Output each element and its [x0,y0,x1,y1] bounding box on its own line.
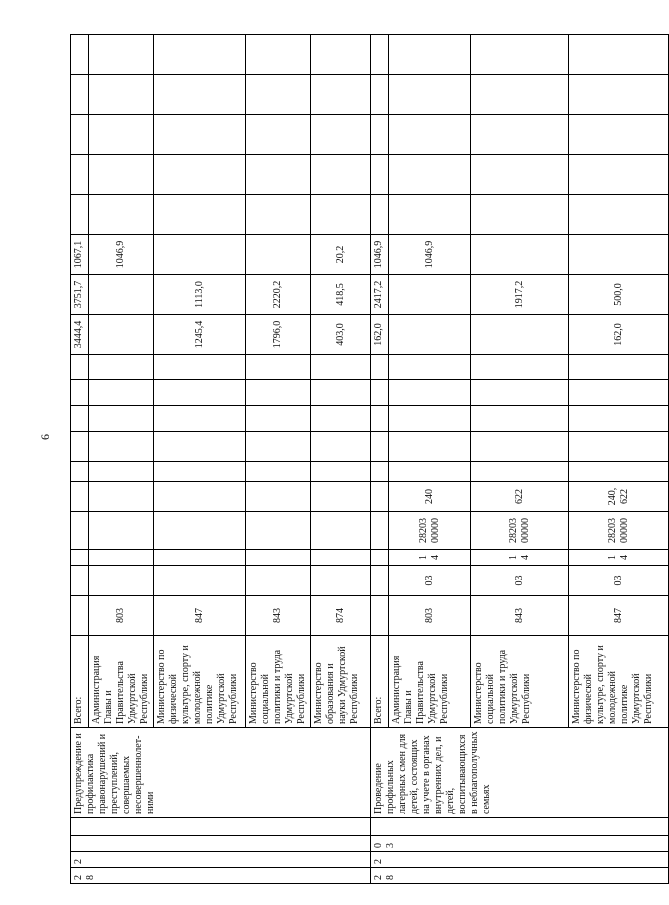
value-cell: 418,5 [311,275,371,315]
empty-cell [389,75,471,115]
csr-code [371,512,389,550]
empty-cell [311,406,371,432]
empty-cell [569,35,669,75]
executor: Министерство по физической культуре, спорту и молодежной политике Удмуртской Республики [154,636,246,728]
empty-cell [89,432,154,462]
empty-cell [71,115,89,155]
empty-cell [569,195,669,235]
grbs-code: 843 [246,596,311,636]
grbs-code: 843 [471,596,569,636]
grbs-code: 803 [89,596,154,636]
executor: Министерство по физической культуре, спорту и молодежной политике Удмуртской Республики [569,636,669,728]
rz-code [89,566,154,596]
csr-code [89,512,154,550]
vr-code [311,482,371,512]
empty-cell [389,195,471,235]
rz-code: 03 [389,566,471,596]
grbs-code: 847 [569,596,669,636]
value-cell: 1796,0 [246,315,311,355]
empty-cell [569,432,669,462]
empty-cell [569,406,669,432]
value-cell [154,235,246,275]
value-cell: 1113,0 [154,275,246,315]
budget-table [70,34,669,884]
subprogram-code: 2 [371,852,669,868]
program-code: 28 [71,868,371,884]
vr-code: 622 [471,482,569,512]
empty-cell [89,380,154,406]
empty-cell [154,432,246,462]
csr-code: 28203 00000 [389,512,471,550]
empty-cell [311,35,371,75]
empty-cell [154,462,246,482]
executor: Администрация Главы и Правительства Удмуртской Республики [389,636,471,728]
value-cell [389,315,471,355]
value-cell: 3751,7 [71,275,89,315]
vr-code: 240 [389,482,471,512]
empty-cell [389,155,471,195]
empty-cell [471,195,569,235]
pr-code: 14 [389,550,471,566]
empty-cell [71,380,89,406]
value-cell: 3444,4 [71,315,89,355]
vr-code: 240, 622 [569,482,669,512]
value-cell [89,315,154,355]
empty-cell [246,432,311,462]
pr-code [154,550,246,566]
empty-cell [154,115,246,155]
grbs-code: 874 [311,596,371,636]
value-cell [389,275,471,315]
empty-cell [311,380,371,406]
empty-cell [246,75,311,115]
empty-cell [89,355,154,380]
empty-cell [89,35,154,75]
empty-cell [89,406,154,432]
value-cell: 162,0 [569,315,669,355]
empty-cell [471,115,569,155]
rz-code: 03 [471,566,569,596]
empty-cell [371,35,389,75]
empty-cell [71,35,89,75]
empty-cell [311,115,371,155]
empty-cell [371,406,389,432]
empty-cell [71,406,89,432]
vr-code [371,482,389,512]
empty-cell [154,380,246,406]
rz-code [71,566,89,596]
csr-code: 28203 00000 [471,512,569,550]
value-cell [246,235,311,275]
empty-cell [311,355,371,380]
measure-code: 03 [371,836,669,852]
empty-cell [389,355,471,380]
empty-cell [371,380,389,406]
csr-code: 28203 00000 [569,512,669,550]
empty-cell [569,115,669,155]
empty-cell [311,462,371,482]
empty-cell [471,75,569,115]
empty-cell [371,355,389,380]
empty-cell [471,355,569,380]
empty-cell [154,406,246,432]
vr-code [246,482,311,512]
empty-cell [389,35,471,75]
empty-cell [471,35,569,75]
empty-cell [246,406,311,432]
empty-cell [311,432,371,462]
executor: Министерство социальной политики и труда Удмуртской Республики [246,636,311,728]
empty-cell [89,195,154,235]
measure-name: Предупреждение и профилактика правонарушений и преступлений, совершаемых несовершеннолет-ними [71,728,371,818]
pr-code [71,550,89,566]
vr-code [71,482,89,512]
value-cell [471,315,569,355]
empty-cell [71,195,89,235]
empty-cell [71,155,89,195]
empty-cell [246,355,311,380]
empty-cell [371,155,389,195]
value-cell: 1046,9 [89,235,154,275]
value-cell [569,235,669,275]
empty-cell [71,75,89,115]
pr-code [371,550,389,566]
empty-cell [471,380,569,406]
empty-cell [471,432,569,462]
pr-code [89,550,154,566]
value-cell: 1046,9 [389,235,471,275]
empty-cell [569,462,669,482]
empty-cell [154,195,246,235]
empty-cell [89,75,154,115]
empty-cell [246,155,311,195]
rz-code [154,566,246,596]
empty-cell [389,115,471,155]
executor: Всего: [71,636,89,728]
empty-cell [246,380,311,406]
empty-cell [389,406,471,432]
empty-cell [569,380,669,406]
grbs-code: 847 [154,596,246,636]
value-cell: 1046,9 [371,235,389,275]
empty-cell [389,432,471,462]
blank-cell [71,818,371,836]
page-number: 6 [38,434,52,440]
vr-code [154,482,246,512]
pr-code [246,550,311,566]
rz-code [311,566,371,596]
pr-code [311,550,371,566]
empty-cell [311,75,371,115]
value-cell: 500,0 [569,275,669,315]
value-cell: 162,0 [371,315,389,355]
empty-cell [89,155,154,195]
empty-cell [311,155,371,195]
empty-cell [471,406,569,432]
executor: Министерство образования и науки Удмуртской Республики [311,636,371,728]
measure-name: Проведение профильных лагерных смен для детей, состоящих на учете в органах внутренних дел, и детей, воспитывающихся в неблагополучных семьях [371,728,669,818]
value-cell [89,275,154,315]
empty-cell [371,462,389,482]
csr-code [154,512,246,550]
value-cell: 1917,2 [471,275,569,315]
csr-code [246,512,311,550]
empty-cell [154,155,246,195]
subprogram-code: 2 [71,852,371,868]
table-row [71,35,89,884]
rz-code [371,566,389,596]
grbs-code: 803 [389,596,471,636]
csr-code [311,512,371,550]
empty-cell [246,195,311,235]
grbs-code [371,596,389,636]
empty-cell [471,155,569,195]
empty-cell [471,462,569,482]
value-cell: 2417,2 [371,275,389,315]
empty-cell [569,155,669,195]
empty-cell [89,462,154,482]
pr-code: 14 [471,550,569,566]
rotated-page [70,34,654,884]
empty-cell [389,462,471,482]
rz-code [246,566,311,596]
grbs-code [71,596,89,636]
value-cell: 20,2 [311,235,371,275]
empty-cell [89,115,154,155]
pr-code: 14 [569,550,669,566]
empty-cell [71,355,89,380]
value-cell [471,235,569,275]
empty-cell [246,35,311,75]
empty-cell [371,115,389,155]
blank-cell [371,818,669,836]
table-row [371,35,389,884]
empty-cell [246,115,311,155]
value-cell: 2220,2 [246,275,311,315]
value-cell: 403,0 [311,315,371,355]
empty-cell [154,355,246,380]
empty-cell [246,462,311,482]
value-cell: 1067,1 [71,235,89,275]
empty-cell [371,75,389,115]
rz-code: 03 [569,566,669,596]
csr-code [71,512,89,550]
empty-cell [154,75,246,115]
empty-cell [154,35,246,75]
empty-cell [71,462,89,482]
empty-cell [371,432,389,462]
empty-cell [389,380,471,406]
vr-code [89,482,154,512]
executor: Администрация Главы и Правительства Удмуртской Республики [89,636,154,728]
value-cell: 1245,4 [154,315,246,355]
empty-cell [311,195,371,235]
empty-cell [71,432,89,462]
program-code: 28 [371,868,669,884]
executor: Министерство социальной политики и труда Удмуртской Республики [471,636,569,728]
empty-cell [569,75,669,115]
empty-cell [371,195,389,235]
measure-code [71,836,371,852]
empty-cell [569,355,669,380]
executor: Всего: [371,636,389,728]
